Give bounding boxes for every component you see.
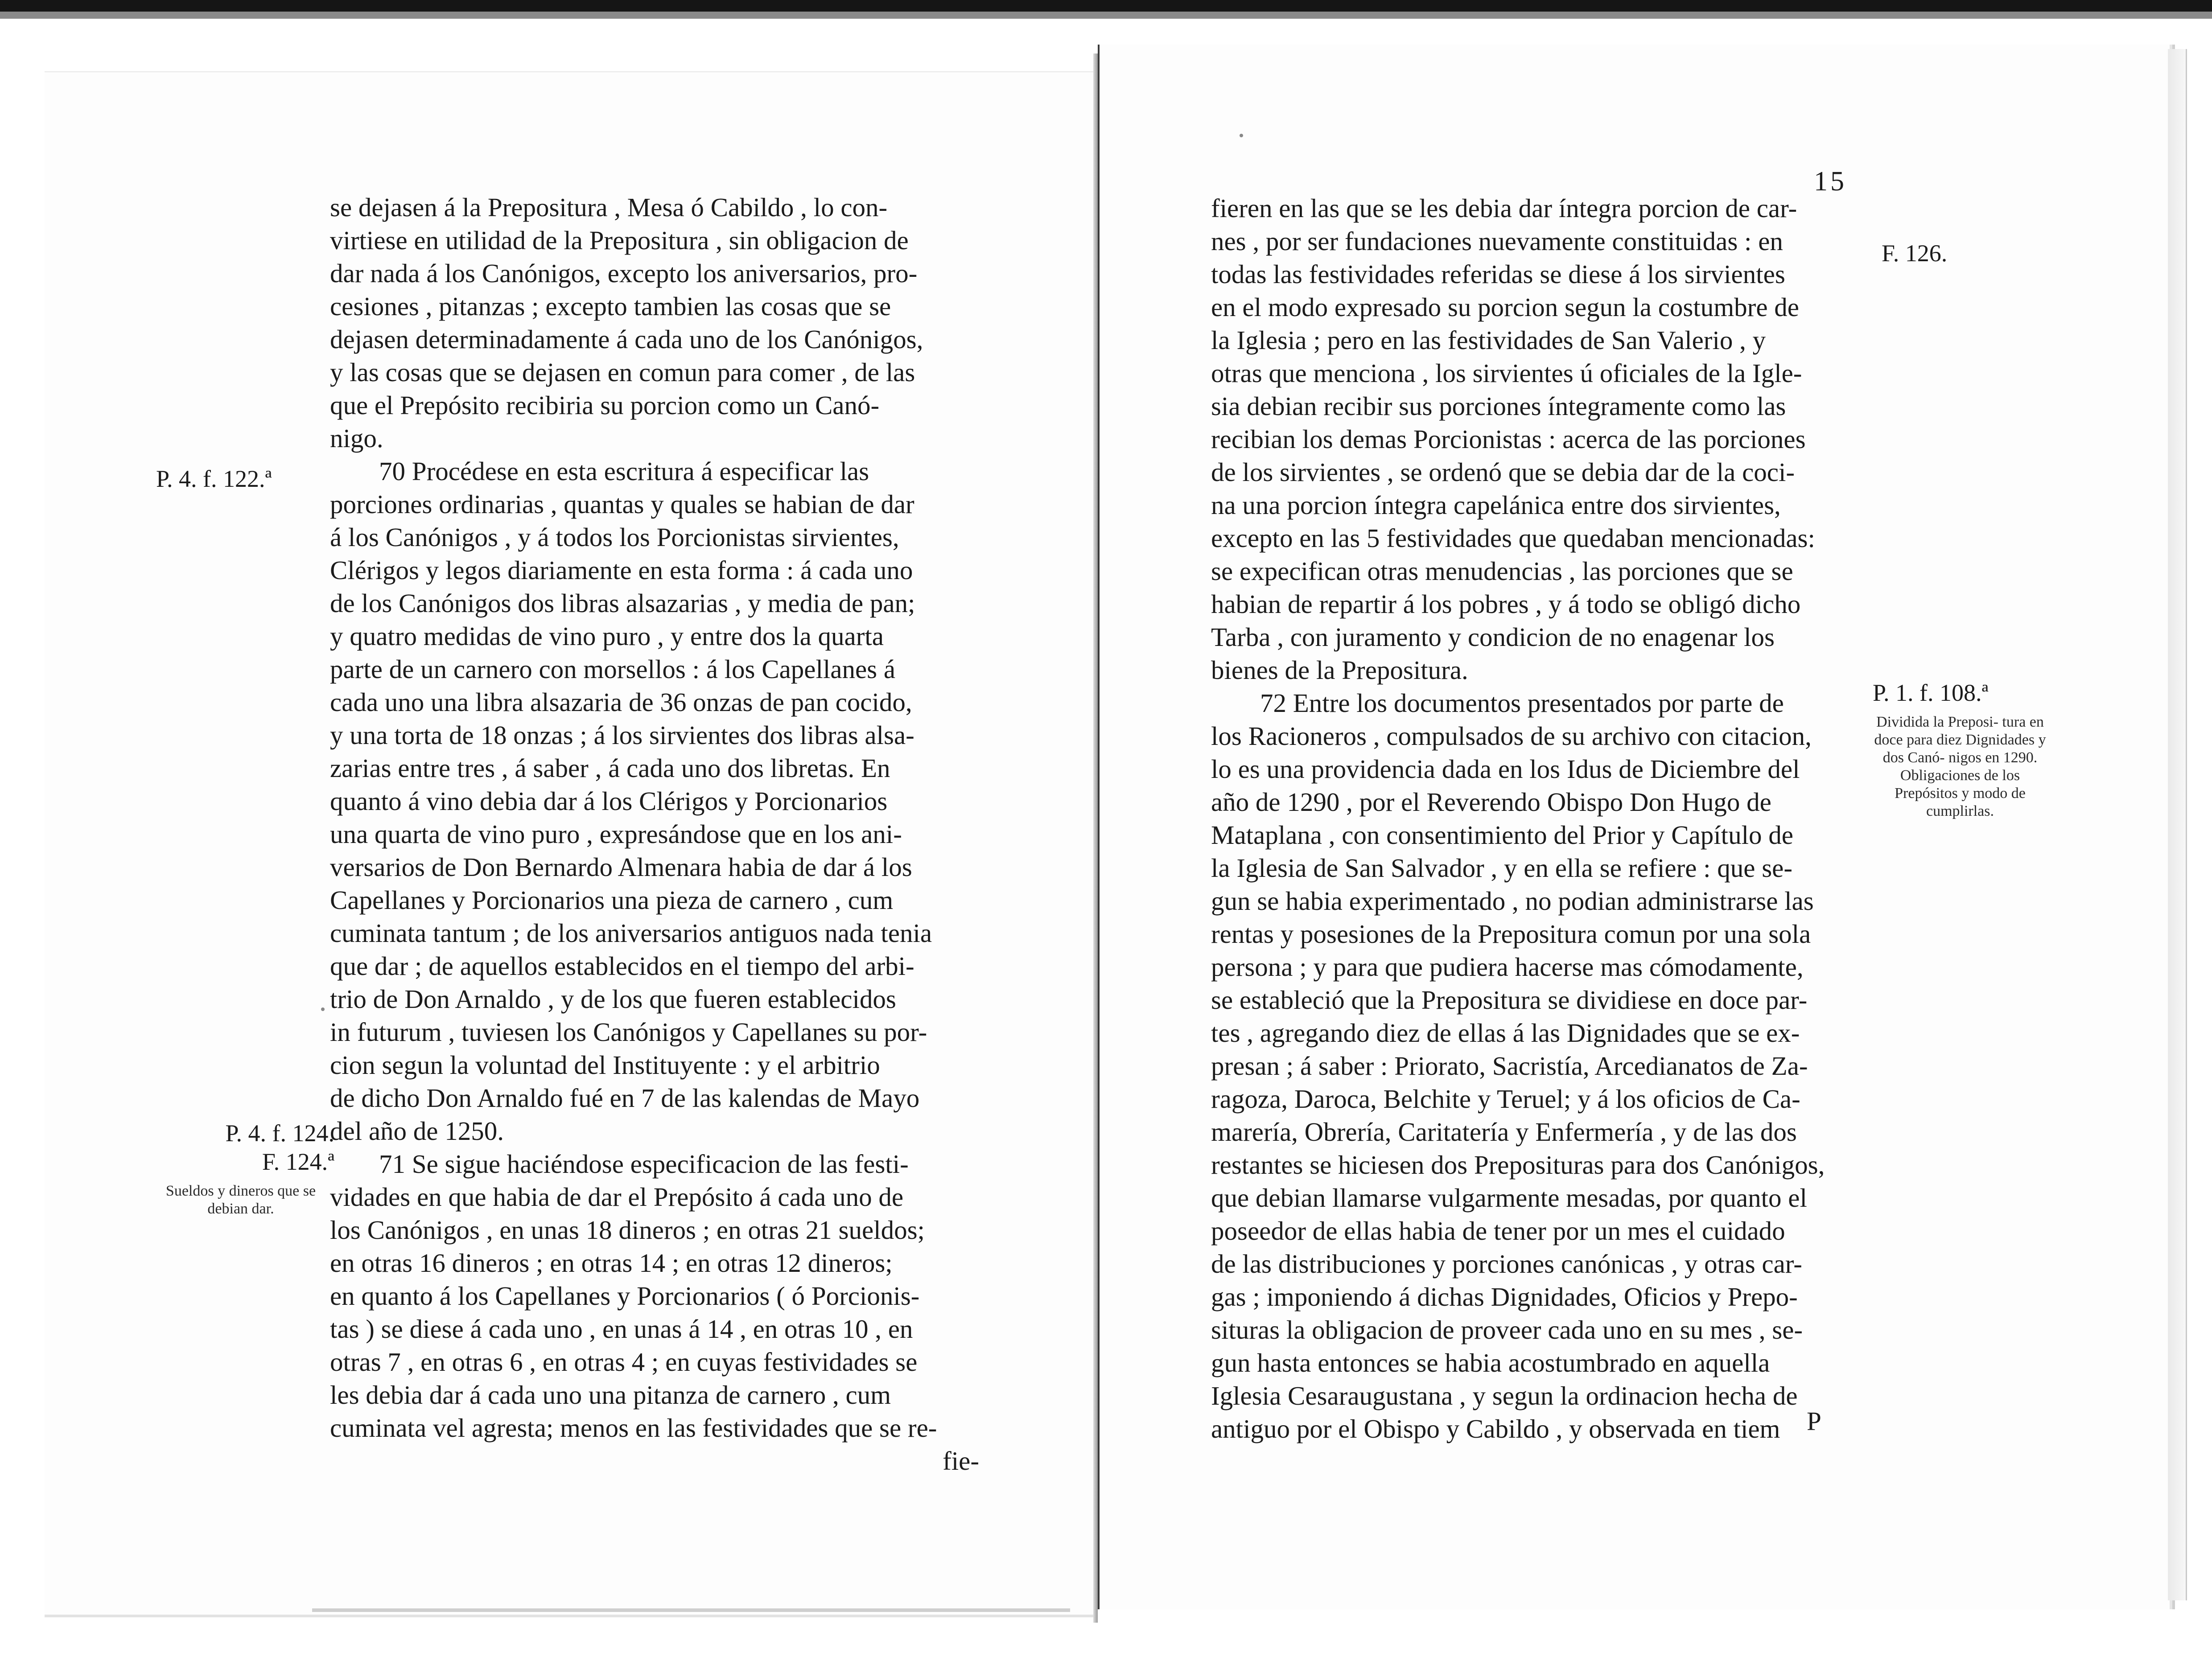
text-line: otras 7 , en otras 6 , en otras 4 ; en cuyas festividades se [330, 1347, 918, 1377]
text-line: poseedor de ellas habia de tener por un mes el cuidado [1211, 1216, 1785, 1246]
text-line: porciones ordinarias , quantas y quales se habian de dar [330, 489, 914, 519]
text-line: que el Prepósito recibiria su porcion como un Canó- [330, 391, 880, 420]
left-opening-lines [330, 191, 979, 455]
scanner-top-edge [0, 0, 2212, 12]
catchword: P [1807, 1406, 1821, 1436]
text-line: nigo. [330, 423, 383, 453]
text-line: tas ) se diese á cada uno , en unas á 14 , en otras 10 , en [330, 1314, 913, 1344]
paragraph-71 [330, 1147, 979, 1444]
margin-notes-prepositura [1871, 713, 2049, 820]
text-line: cuminata vel agresta; menos en las festividades que se re- [330, 1413, 937, 1443]
catchword: fie- [943, 1446, 979, 1476]
page-edges [2168, 49, 2187, 1600]
margin-ref-p4-f124 [187, 1119, 334, 1176]
text-line: recibian los demas Porcionistas : acerca de las porciones [1211, 424, 1806, 454]
text-line: á los Canónigos , y á todos los Porcionistas sirvientes, [330, 522, 899, 552]
text-line: de las distribuciones y porciones canónicas , y otras car- [1211, 1249, 1802, 1279]
text-line: nes , por ser fundaciones nuevamente constituidas : en [1211, 226, 1783, 256]
text-line: trio de Don Arnaldo , y de los que fueren establecidos [330, 984, 896, 1014]
text-line: cuminata tantum ; de los aniversarios antiguos nada tenia [330, 918, 932, 948]
text-line: gun se habia experimentado , no podian administrarse las [1211, 886, 1814, 916]
text-line: versarios de Don Bernardo Almenara habia de dar á los [330, 852, 912, 882]
right-opening-lines [1211, 192, 1856, 687]
text-line: Clérigos y legos diariamente en esta forma : á cada uno [330, 555, 913, 585]
text-line: y quatro medidas de vino puro , y entre dos la quarta [330, 621, 884, 651]
text-line: gas ; imponiendo á dichas Dignidades, Oficios y Prepo- [1211, 1282, 1798, 1312]
book-spine [1093, 53, 1098, 1623]
text-line: persona ; y para que pudiera hacerse mas cómodamente, [1211, 952, 1804, 982]
text-line: los Canónigos , en unas 18 dineros ; en otras 21 sueldos; [330, 1215, 925, 1245]
text-line: 70 Procédese en esta escritura á especificar las [379, 456, 869, 486]
text-line: Tarba , con juramento y condicion de no enagenar los [1211, 622, 1775, 652]
text-line: quanto á vino debia dar á los Clérigos y Porcionarios [330, 786, 888, 816]
text-line: dar nada á los Canónigos, excepto los aniversarios, pro- [330, 259, 918, 288]
text-line: ragoza, Daroca, Belchite y Teruel; y á los oficios de Ca- [1211, 1084, 1800, 1114]
text-line: se dejasen á la Prepositura , Mesa ó Cabildo , lo con- [330, 193, 888, 222]
text-line: Mataplana , con consentimiento del Prior y Capítulo de [1211, 820, 1793, 850]
text-line: zarias entre tres , á saber , á cada uno dos libretas. En [330, 753, 890, 783]
text-line: gun hasta entonces se habia acostumbrado en aquella [1211, 1348, 1770, 1377]
text-line: Capellanes y Porcionarios una pieza de carnero , cum [330, 885, 894, 915]
text-line: la Iglesia ; pero en las festividades de San Valerio , y [1211, 325, 1766, 355]
text-line: 72 Entre los documentos presentados por parte de [1260, 688, 1784, 718]
margin-ref-p1-f108: P. 1. f. 108.ª [1873, 679, 1989, 706]
text-line: presan ; á saber : Priorato, Sacristía, Arcedianatos de Za- [1211, 1051, 1808, 1081]
text-line: todas las festividades referidas se diese á los sirvientes [1211, 259, 1785, 289]
page-bottom-shadow [312, 1608, 1070, 1612]
paragraph-72 [1211, 687, 1856, 1445]
text-line: rentas y posesiones de la Prepositura comun por una sola [1211, 919, 1811, 949]
speck [1240, 134, 1243, 137]
text-line: parte de un carnero con morsellos : á los Capellanes á [330, 654, 896, 684]
text-line: de los sirvientes , se ordenó que se debia dar de la coci- [1211, 457, 1795, 487]
text-line: de dicho Don Arnaldo fué en 7 de las kalendas de Mayo [330, 1083, 920, 1113]
text-line: y las cosas que se dejasen en comun para comer , de las [330, 358, 915, 387]
text-line: na una porcion íntegra capelánica entre dos sirvientes, [1211, 490, 1781, 520]
text-line: en el modo expresado su porcion segun la costumbre de [1211, 292, 1799, 322]
text-line: marería, Obrería, Caritatería y Enfermería , y de las dos [1211, 1117, 1797, 1147]
text-line: cion segun la voluntad del Instituyente : y el arbitrio [330, 1050, 880, 1080]
text-line: fieren en las que se les debia dar íntegra porcion de car- [1211, 193, 1797, 223]
text-line: en quanto á los Capellanes y Porcionarios ( ó Porcionis- [330, 1281, 920, 1311]
scanner-top-shadow [0, 12, 2212, 19]
text-line: que dar ; de aquellos establecidos en el tiempo del arbi- [330, 951, 914, 981]
right-page-text [1211, 192, 1856, 1445]
margin-note-sueldos: Sueldos y dineros que se debian dar. [165, 1183, 316, 1217]
text-line: situras la obligacion de proveer cada uno en su mes , se- [1211, 1315, 1803, 1344]
margin-note-dividida: Dividida la Preposi- tura en doce para diez Dignidades y dos Canó- nigos en 1290. [1874, 714, 2046, 766]
margin-note-obligaciones: Obligaciones de los Prepósitos y modo de cumplirlas. [1895, 767, 2026, 819]
text-line: antiguo por el Obispo y Cabildo , y observada en tiem [1211, 1414, 1780, 1443]
margin-ref-line: P. 4. f. 124. [225, 1120, 334, 1147]
text-line: Iglesia Cesaraugustana , y segun la ordinacion hecha de [1211, 1381, 1798, 1410]
text-line: otras que menciona , los sirvientes ú oficiales de la Igle- [1211, 358, 1802, 388]
text-line: sia debian recibir sus porciones íntegramente como las [1211, 391, 1786, 421]
text-line: de los Canónigos dos libras alsazarias , y media de pan; [330, 588, 915, 618]
text-line: vidades en que habia de dar el Prepósito á cada uno de [330, 1182, 904, 1212]
text-line: dejasen determinadamente á cada uno de los Canónigos, [330, 325, 923, 354]
text-line: se estableció que la Prepositura se dividiese en doce par- [1211, 985, 1808, 1015]
text-line: y una torta de 18 onzas ; á los sirvientes dos libras alsa- [330, 720, 914, 750]
text-line: restantes se hiciesen dos Preposituras para dos Canónigos, [1211, 1150, 1825, 1180]
margin-ref-line: F. 124.ª [262, 1148, 334, 1175]
page-number: 15 [1814, 166, 1847, 197]
text-line: tes , agregando diez de ellas á las Dignidades que se ex- [1211, 1018, 1800, 1048]
margin-ref-f126: F. 126. [1882, 240, 1948, 267]
left-page-text [330, 191, 979, 1477]
text-line: habian de repartir á los pobres , y á todo se obligó dicho [1211, 589, 1801, 619]
text-line: se expecifican otras menudencias , las porciones que se [1211, 556, 1793, 586]
text-line: virtiese en utilidad de la Prepositura , sin obligacion de [330, 226, 909, 255]
text-line: la Iglesia de San Salvador , y en ella se refiere : que se- [1211, 853, 1793, 883]
text-line: les debia dar á cada uno una pitanza de carnero , cum [330, 1380, 891, 1410]
text-line: bienes de la Prepositura. [1211, 655, 1468, 685]
text-line: que debian llamarse vulgarmente mesadas, por quanto el [1211, 1183, 1807, 1213]
text-line: una quarta de vino puro , expresándose que en los ani- [330, 819, 902, 849]
text-line: en otras 16 dineros ; en otras 14 ; en otras 12 dineros; [330, 1248, 893, 1278]
text-line: excepto en las 5 festividades que quedaban mencionadas: [1211, 523, 1815, 553]
text-line: in futurum , tuviesen los Canónigos y Capellanes su por- [330, 1017, 927, 1047]
text-line: cesiones , pitanzas ; excepto tambien las cosas que se [330, 292, 891, 321]
text-line: 71 Se sigue haciéndose especificacion de las festi- [379, 1149, 909, 1179]
text-line: lo es una providencia dada en los Idus de Diciembre del [1211, 754, 1800, 784]
text-line: los Racioneros , compulsados de su archivo con citacion, [1211, 721, 1812, 751]
paragraph-70 [330, 455, 979, 1147]
text-line: cada uno una libra alsazaria de 36 onzas de pan cocido, [330, 687, 912, 717]
text-line: del año de 1250. [330, 1116, 504, 1146]
speck [321, 1007, 325, 1011]
text-line: año de 1290 , por el Reverendo Obispo Don Hugo de [1211, 787, 1771, 817]
margin-ref-p4-f122: P. 4. f. 122.ª [156, 465, 272, 492]
